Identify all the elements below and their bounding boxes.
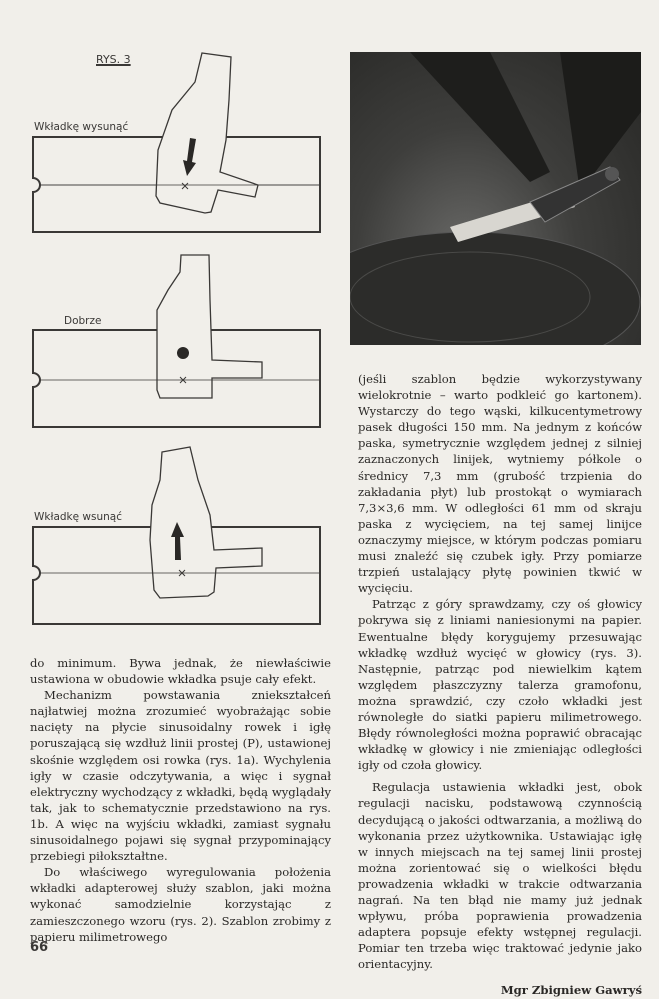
- figure-rys-3: [0, 0, 340, 640]
- cartridge-head: [156, 53, 258, 213]
- left-text-column: [30, 655, 331, 945]
- cartridge-head: [157, 255, 262, 398]
- dot-marker: [177, 347, 189, 359]
- page-number: 66: [30, 940, 49, 955]
- paragraph: Regulacja ustawienia wkładki jest, obok regulacji nacisku, podstawową czynnością decydującą o jakości odtwarzania, a możliwą do wykonania przez użytkownika. Ustawiając igłę w innych miejscach na tej samej linii prostej można zorientować się o wielkości błędu prowadzenia wkładki w trakcie odtwarzania nagrań. Na ten błąd nie mamy już jednak wpływu, próba poprawienia prowadzenia adaptera popsuje efekty wstępnej regulacji. Pomiar ten trzeba więc traktować jedynie jako orientacyjny.: [358, 780, 642, 972]
- author-signature: Mgr Zbigniew Gawryś: [500, 983, 642, 998]
- diagram-pull-out: [33, 53, 320, 232]
- paragraph: Mechanizm powstawania zniekształceń najłatwiej można zrozumieć wyobrażając sobie nacięty na płycie sinusoidalny rowek i igłę poruszającą się wzdłuż linii prostej (P), ustawionej skośnie względem osi rowka (rys. 1a). Wychylenia igły w czasie odczytywania, a więc i sygnał elektryczny wychodzący z wkładki, będą wyglądały tak, jak to schematycznie przedstawiono na rys. 1b. A więc na wyjściu wkładki, zamiast sygnału sinusoidalnego pojawi się sygnał przypominający przebiegi piłokształtne.: [30, 688, 331, 864]
- paragraph: (jeśli szablon będzie wykorzystywany wielokrotnie – warto podkleić go kartonem). Wystarczy do tego wąski, kilkucentymetrowy pasek długości 150 mm. Na jednym z końców paska, symetrycznie względem jednej z silniej zaznaczonych linijek, wytniemy półkole o średnicy 7,3 mm (grubość trzpienia do zakładania płyt) lub prostokąt o wymiarach 7,3×3,6 mm. W odległości 61 mm od skraju paska z wycięciem, na tej samej linijce oznaczymy miejsce, w którym podczas pomiaru musi znaleźć się czubek igły. Przy pomiarze trzpień ustalający płytę powinien tkwić w wycięciu.: [358, 372, 642, 596]
- label-push-in: Wkładkę wsunąć: [34, 511, 122, 523]
- figure-title: RYS. 3: [96, 53, 131, 66]
- paragraph: Do właściwego wyregulowania położenia wkładki adapterowej służy szablon, jaki można wykonać samodzielnie korzystając z zamieszczonego wzoru (rys. 2). Szablon zrobimy z papieru milimetrowego: [30, 865, 331, 944]
- label-pull-out: Wkładkę wysunąć: [34, 121, 129, 133]
- paragraph: Patrząc z góry sprawdzamy, czy oś głowicy pokrywa się z liniami naniesionymi na papier. Ewentualne błędy korygujemy przesuwając wkładkę wzdłuż wycięć w głowicy (rys. 3). Następnie, patrząc pod niewielkim kątem względem płaszczyzny talerza gramofonu, można sprawdzić, czy czoło wkładki jest równoległe do siatki papieru milimetrowego. Błędy równoległości można poprawić obracając wkładkę w głowicy i nie zmieniając odległości igły od czoła głowicy.: [358, 597, 642, 773]
- cartridge-head: [150, 447, 262, 598]
- turntable-photo: [350, 52, 641, 345]
- paragraph: do minimum. Bywa jednak, że niewłaściwie ustawiona w obudowie wkładka psuje cały efekt.: [30, 656, 331, 687]
- diagram-correct: [33, 255, 320, 427]
- right-text-column: [358, 371, 642, 999]
- label-correct: Dobrze: [64, 315, 102, 327]
